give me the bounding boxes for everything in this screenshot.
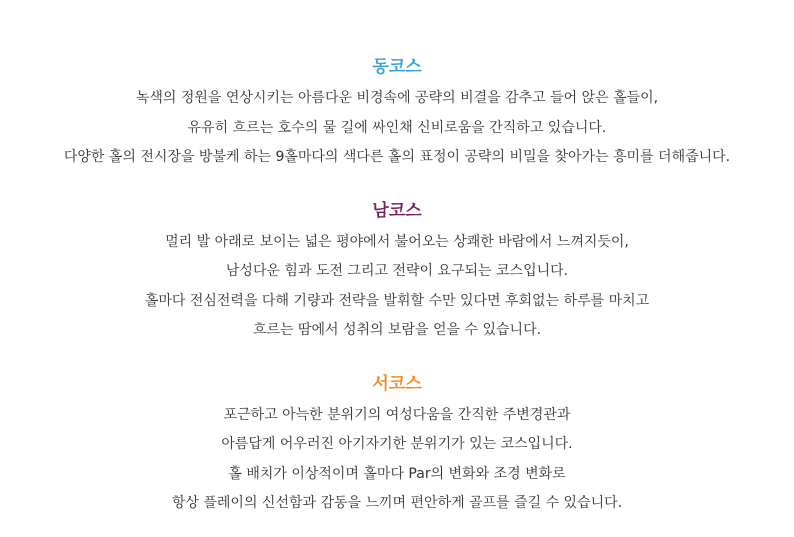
course-description-line: 항상 플레이의 신선함과 감동을 느끼며 편안하게 골프를 즐길 수 있습니다. (171, 495, 623, 511)
course-description-line: 유유히 흐르는 호수의 물 길에 싸인채 신비로움을 간직하고 있습니다. (187, 119, 607, 136)
course-west (0, 373, 794, 519)
course-description-line: 홀 배치가 이상적이며 홀마다 Par의 변화와 조경 변화로 (228, 465, 566, 482)
course-east (0, 56, 794, 173)
course-description-line: 흐르는 땀에서 성취의 보람을 얻을 수 있습니다. (252, 322, 542, 338)
course-title-south: 남코스 (372, 200, 422, 221)
course-description-line: 녹색의 정원을 연상시키는 아름다운 비경속에 공략의 비결을 감추고 들어 앉은 홀들이, (135, 90, 659, 106)
course-description-line: 멀리 발 아래로 보이는 넓은 평야에서 불어오는 상쾌한 바람에서 느껴지듯이, (165, 233, 629, 250)
course-title-west: 서코스 (372, 373, 422, 394)
course-south (0, 200, 794, 346)
course-description-line: 홀마다 전심전력을 다해 기량과 전략을 발휘할 수만 있다면 후회없는 하루를 마치고 (144, 292, 650, 309)
course-description-line: 다양한 홀의 전시장을 방불케 하는 9홀마다의 색다른 홀의 표정이 공략의 비밀을 찾아가는 흥미를 더해줍니다. (63, 149, 731, 165)
course-description-line: 남성다운 힘과 도전 그리고 전략이 요구되는 코스입니다. (225, 263, 569, 279)
course-description-line: 포근하고 아늑한 분위기의 여성다움을 간직한 주변경관과 (223, 406, 571, 423)
course-title-east: 동코스 (372, 57, 422, 77)
course-description-line: 아름답게 어우러진 아기자기한 분위기가 있는 코스입니다. (221, 436, 573, 452)
